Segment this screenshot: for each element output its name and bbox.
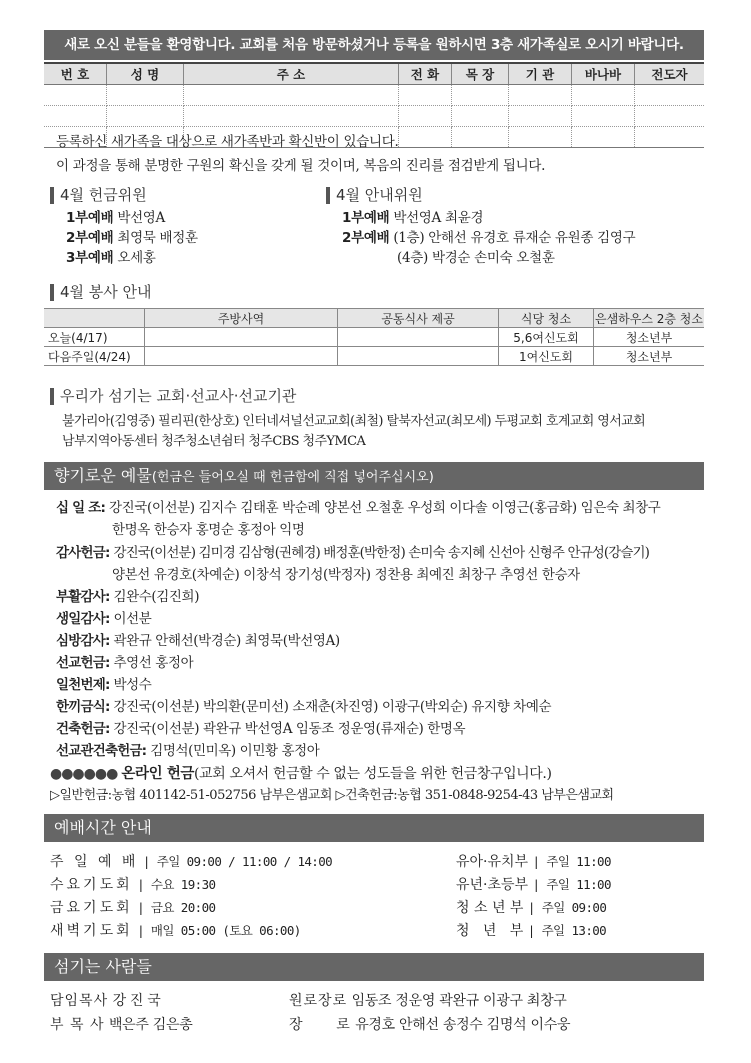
servant-label: 장 로 (289, 1017, 351, 1033)
usher-committee-title: 4월 안내위원 (326, 187, 423, 204)
offering-names: 강진국(이선분) 곽완규 박선영A 임동조 정운영(류재순) 한명옥 (113, 721, 466, 737)
committee-names: 박선영A 최윤경 (393, 210, 484, 226)
offering-label: 십 일 조: (56, 500, 106, 516)
col-name: 성 명 (107, 63, 184, 85)
offering-names: 곽완규 안해선(박경순) 최영묵(박선영A) (113, 633, 340, 649)
reg-cell[interactable] (44, 85, 107, 106)
servants-title: 섬기는 사람들 (54, 957, 152, 976)
col-date (44, 309, 145, 328)
servant-row (289, 990, 567, 1010)
service-label: 3부예배 (66, 250, 114, 266)
offering-committee-title: 4월 헌금위원 (50, 187, 147, 204)
offering-committee-row (66, 226, 198, 246)
reg-cell[interactable] (635, 106, 705, 127)
offering-label: 선교관건축헌금: (56, 743, 147, 759)
service-guide-title: 4월 봉사 안내 (50, 284, 152, 301)
col-barnabas: 바나바 (572, 63, 635, 85)
col-dining-clean: 식당 청소 (499, 309, 594, 328)
registration-row (44, 106, 704, 127)
worship-time-row (50, 920, 301, 940)
worship-value: | 주일 11:00 (532, 854, 611, 869)
reg-cell[interactable] (509, 85, 572, 106)
col-number: 번 호 (44, 63, 107, 85)
service-label: 2부예배 (342, 230, 390, 246)
reg-cell[interactable] (635, 127, 705, 148)
online-offering-title: 온라인 헌금 (121, 766, 195, 782)
offering-visit (56, 629, 340, 649)
col-cell: 목 장 (452, 63, 509, 85)
committee-names: (1층) 안해선 유경호 류재순 유원종 김영구 (393, 230, 636, 246)
worship-time-row (50, 851, 332, 871)
offering-label: 선교헌금: (56, 655, 110, 671)
offering-label: 감사헌금: (56, 545, 110, 561)
worship-time-row (456, 897, 606, 917)
committee-names: (4층) 박경순 손미숙 오철훈 (397, 250, 555, 266)
worship-times-title: 예배시간 안내 (54, 818, 152, 837)
offering-birthday (56, 607, 151, 627)
offering-tithe-cont: 한명옥 한승자 홍명순 홍정아 익명 (112, 522, 305, 538)
intro-line-2: 이 과정을 통해 분명한 구원의 확신을 갖게 될 것이며, 복음의 진리를 점검받게 됩니다. (56, 158, 546, 174)
offering-names: 김완수(김진희) (113, 589, 200, 605)
offering-label: 부활감사: (56, 589, 110, 605)
col-house-clean: 은샘하우스 2층 청소 (594, 309, 705, 328)
table-row (44, 347, 704, 366)
worship-value: | 금요 20:00 (137, 900, 216, 915)
offering-committee-row (66, 246, 156, 266)
worship-label: 수요기도회 (50, 877, 133, 893)
offerings-bar (44, 462, 704, 490)
reg-cell[interactable] (572, 127, 635, 148)
worship-label: 새벽기도회 (50, 923, 133, 939)
offering-committee-row (66, 206, 165, 226)
table-row (44, 328, 704, 347)
worship-label: 청 년 부 (456, 923, 524, 939)
offering-names: 강진국(이선분) 박의환(문미선) 소재춘(차진영) 이광구(박외순) 유지향 차예순 (113, 699, 552, 715)
bank-accounts: ▷일반헌금:농협 401142-51-052756 남부은샘교회 ▷건축헌금:농협 351-0848-9254-43 남부은샘교회 (50, 788, 614, 803)
offering-fasting (56, 695, 551, 715)
reg-cell[interactable] (107, 106, 184, 127)
servant-row (50, 990, 161, 1010)
col-address: 주 소 (184, 63, 399, 85)
reg-cell[interactable] (509, 127, 572, 148)
service-guide-header (44, 309, 704, 328)
offering-label: 심방감사: (56, 633, 110, 649)
worship-time-row (50, 897, 215, 917)
reg-cell[interactable] (184, 106, 399, 127)
reg-cell[interactable] (572, 85, 635, 106)
offering-names: 박성수 (113, 677, 152, 693)
reg-cell[interactable] (399, 106, 452, 127)
worship-time-row (456, 851, 611, 871)
dots-icon: ●●●●●● (50, 766, 118, 782)
reg-cell[interactable] (572, 106, 635, 127)
reg-cell[interactable] (184, 85, 399, 106)
usher-committee-row (397, 246, 555, 266)
welcome-banner: 새로 오신 분들을 환영합니다. 교회를 처음 방문하셨거나 등록을 원하시면 3층 새가족실로 오시기 바랍니다. (44, 30, 704, 60)
kitchen-cell (145, 347, 338, 366)
kitchen-cell (145, 328, 338, 347)
committee-names: 최영묵 배정훈 (117, 230, 198, 246)
service-guide-table (44, 308, 704, 366)
reg-cell[interactable] (107, 85, 184, 106)
reg-cell[interactable] (452, 127, 509, 148)
service-label: 2부예배 (66, 230, 114, 246)
committee-names: 박선영A (117, 210, 166, 226)
worship-label: 청 소 년 부 (456, 900, 524, 916)
reg-cell[interactable] (509, 106, 572, 127)
offering-label: 건축헌금: (56, 721, 110, 737)
worship-time-row (50, 874, 215, 894)
servants-bar (44, 953, 704, 981)
col-phone: 전 화 (399, 63, 452, 85)
mission-line-2: 남부지역아동센터 청주청소년쉼터 청주CBS 청주YMCA (62, 434, 366, 449)
service-label: 1부예배 (342, 210, 390, 226)
worship-value: | 주일 09:00 / 11:00 / 14:00 (142, 854, 333, 869)
registration-row (44, 85, 704, 106)
house-clean-cell: 청소년부 (594, 328, 705, 347)
usher-committee-row (342, 206, 483, 226)
offering-label: 일천번제: (56, 677, 110, 693)
servant-row (289, 1014, 570, 1034)
date-cell: 오늘(4/17) (44, 328, 145, 347)
offering-names: 강진국(이선분) 김미경 김삼형(권혜경) 배정훈(박한정) 손미숙 송지혜 신선아 신형주 안규성(강슬기) (113, 545, 650, 561)
worship-label: 유아·유치부 (456, 854, 529, 870)
offering-thanks (56, 541, 649, 561)
house-clean-cell: 청소년부 (594, 347, 705, 366)
meal-cell (338, 328, 499, 347)
servant-label: 담임목사 (50, 993, 109, 1009)
worship-time-row (456, 920, 606, 940)
servant-label: 원로장로 (289, 993, 348, 1009)
worship-value: | 주일 09:00 (527, 900, 607, 915)
worship-time-row (456, 874, 611, 894)
offering-names: 추영선 홍정아 (113, 655, 194, 671)
worship-value: | 수요 19:30 (137, 877, 216, 892)
reg-cell[interactable] (452, 85, 509, 106)
offering-names: 김명석(민미옥) 이민황 홍정아 (150, 743, 320, 759)
offerings-subtitle: (헌금은 들어오실 때 헌금함에 직접 넣어주십시오) (151, 470, 434, 485)
worship-value: | 매일 05:00 (토요 06:00) (137, 923, 301, 938)
online-offering (50, 762, 552, 783)
servant-names: 유경호 안해선 송정수 김명석 이수웅 (355, 1017, 571, 1033)
reg-cell[interactable] (44, 106, 107, 127)
offerings-title: 향기로운 예물 (54, 466, 152, 485)
servant-names: 백은주 김은총 (108, 1017, 193, 1033)
offering-thanks-cont: 양본선 유경호(차예순) 이창석 장기성(박정자) 정찬용 최예진 최창구 추영선 한승자 (112, 567, 580, 583)
offering-thousand (56, 673, 151, 693)
offering-easter (56, 585, 199, 605)
usher-committee-row (342, 226, 635, 246)
offering-names: 이선분 (113, 611, 152, 627)
registration-header-row (44, 63, 704, 85)
servant-names: 강 진 국 (112, 993, 161, 1009)
service-label: 1부예배 (66, 210, 114, 226)
dining-clean-cell: 5,6여신도회 (499, 328, 594, 347)
dining-clean-cell: 1여신도회 (499, 347, 594, 366)
mission-title: 우리가 섬기는 교회·선교사·선교기관 (50, 388, 296, 405)
reg-cell[interactable] (635, 85, 705, 106)
online-offering-desc: (교회 오셔서 헌금할 수 없는 성도들을 위한 헌금창구입니다.) (194, 766, 552, 782)
worship-label: 주 일 예 배 (50, 854, 139, 870)
offering-label: 한끼금식: (56, 699, 110, 715)
col-kitchen: 주방사역 (145, 309, 338, 328)
reg-cell[interactable] (399, 85, 452, 106)
offering-building (56, 717, 465, 737)
date-cell: 다음주일(4/24) (44, 347, 145, 366)
offering-mission (56, 651, 193, 671)
reg-cell[interactable] (399, 127, 452, 148)
offering-names: 강진국(이선분) 김지수 김태훈 박순례 양본선 오철훈 우성희 이다솔 이영근(홍금화) 임은숙 최창구 (109, 500, 661, 516)
worship-value: | 주일 13:00 (527, 923, 607, 938)
col-org: 기 관 (509, 63, 572, 85)
servant-names: 임동조 정운영 곽완규 이광구 최창구 (351, 993, 567, 1009)
servant-label: 부 목 사 (50, 1017, 105, 1033)
offering-mission-building (56, 739, 319, 759)
committee-names: 오세홍 (117, 250, 156, 266)
offering-tithe (56, 496, 660, 516)
offering-label: 생일감사: (56, 611, 110, 627)
col-evangelist: 전도자 (635, 63, 705, 85)
servant-row (50, 1014, 192, 1034)
worship-times-bar (44, 814, 704, 842)
meal-cell (338, 347, 499, 366)
reg-cell[interactable] (452, 106, 509, 127)
worship-label: 금요기도회 (50, 900, 133, 916)
col-meal: 공동식사 제공 (338, 309, 499, 328)
worship-value: | 주일 11:00 (532, 877, 611, 892)
mission-line-1: 불가리아(김영중) 필리핀(한상호) 인터네셔널선교교회(최철) 탈북자선교(최모세) 두평교회 호계교회 영서교회 (62, 414, 646, 429)
intro-line-1: 등록하신 새가족을 대상으로 새가족반과 확신반이 있습니다. (56, 134, 399, 150)
worship-label: 유년·초등부 (456, 877, 529, 893)
